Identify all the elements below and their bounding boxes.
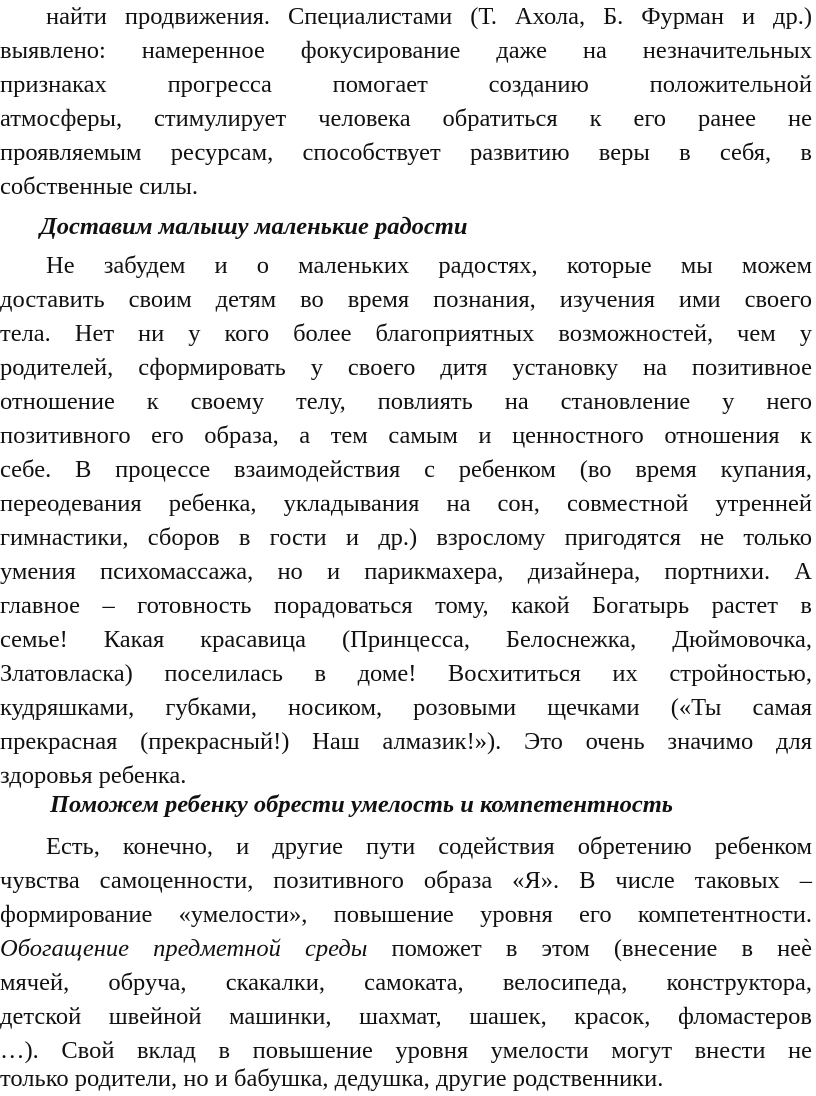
text-line: детской швейной машинки, шахмат, шашек, красок, фломастеров bbox=[0, 1003, 812, 1030]
text-line: семье! Какая красавица (Принцесса, Белоснежка, Дюймовочка, bbox=[0, 626, 812, 653]
text-line: только родители, но и бабушка, дедушка, другие родственники. bbox=[0, 1065, 664, 1092]
text-line: найти продвижения. Специалистами (Т. Ахола, Б. Фурман и др.) bbox=[46, 3, 812, 30]
text-line: здоровья ребенка. bbox=[0, 762, 187, 789]
text-line: Не забудем и о маленьких радостях, которые мы можем bbox=[46, 252, 812, 279]
text-line: Златовласка) поселилась в доме! Восхититься их стройностью, bbox=[0, 660, 812, 687]
text-line: отношение к своему телу, повлиять на становление у него bbox=[0, 388, 812, 415]
text-line: выявлено: намеренное фокусирование даже на незначительных bbox=[0, 37, 812, 64]
text-line: Есть, конечно, и другие пути содействия обретению ребенком bbox=[46, 833, 812, 860]
text-run: поможет в этом (внесение в неѐ bbox=[367, 935, 813, 962]
text-line: тела. Нет ни у кого более благоприятных возможностей, чем у bbox=[0, 320, 812, 347]
text-line-mixed bbox=[0, 932, 812, 966]
text-line: гимнастики, сборов в гости и др.) взрослому пригодятся не только bbox=[0, 524, 812, 551]
text-line: признаках прогресса помогает созданию положительной bbox=[0, 71, 812, 98]
text-line: формирование «умелости», повышение уровня его компетентности. bbox=[0, 901, 812, 928]
text-line: чувства самоценности, позитивного образа «Я». В числе таковых – bbox=[0, 867, 812, 894]
text-line: позитивного его образа, а тем самым и ценностного отношения к bbox=[0, 422, 812, 449]
italic-phrase: Обогащение предметной среды bbox=[0, 935, 368, 962]
text-line: умения психомассажа, но и парикмахера, дизайнера, портнихи. А bbox=[0, 558, 812, 585]
text-line: кудряшками, губками, носиком, розовыми щечками («Ты самая bbox=[0, 694, 812, 721]
text-line: собственные силы. bbox=[0, 173, 198, 200]
text-line: переодевания ребенка, укладывания на сон, совместной утренней bbox=[0, 490, 812, 517]
text-line: мячей, обруча, скакалки, самоката, велосипеда, конструктора, bbox=[0, 969, 812, 996]
text-line: себе. В процессе взаимодействия с ребенком (во время купания, bbox=[0, 456, 812, 483]
text-line: атмосферы, стимулирует человека обратиться к его ранее не bbox=[0, 105, 812, 132]
section-heading-2: Поможем ребенку обрести умелость и компетентность bbox=[50, 791, 674, 818]
text-line: проявляемым ресурсам, способствует развитию веры в себя, в bbox=[0, 139, 812, 166]
text-line: прекрасная (прекрасный!) Наш алмазик!»). Это очень значимо для bbox=[0, 728, 812, 755]
section-heading-1: Доставим малышу маленькие радости bbox=[40, 213, 468, 240]
text-line: родителей, сформировать у своего дитя установку на позитивное bbox=[0, 354, 812, 381]
text-line: главное – готовность порадоваться тому, какой Богатырь растет в bbox=[0, 592, 812, 619]
text-line: доставить своим детям во время познания, изучения ими своего bbox=[0, 286, 812, 313]
text-line: …). Свой вклад в повышение уровня умелости могут внести не bbox=[0, 1037, 812, 1064]
